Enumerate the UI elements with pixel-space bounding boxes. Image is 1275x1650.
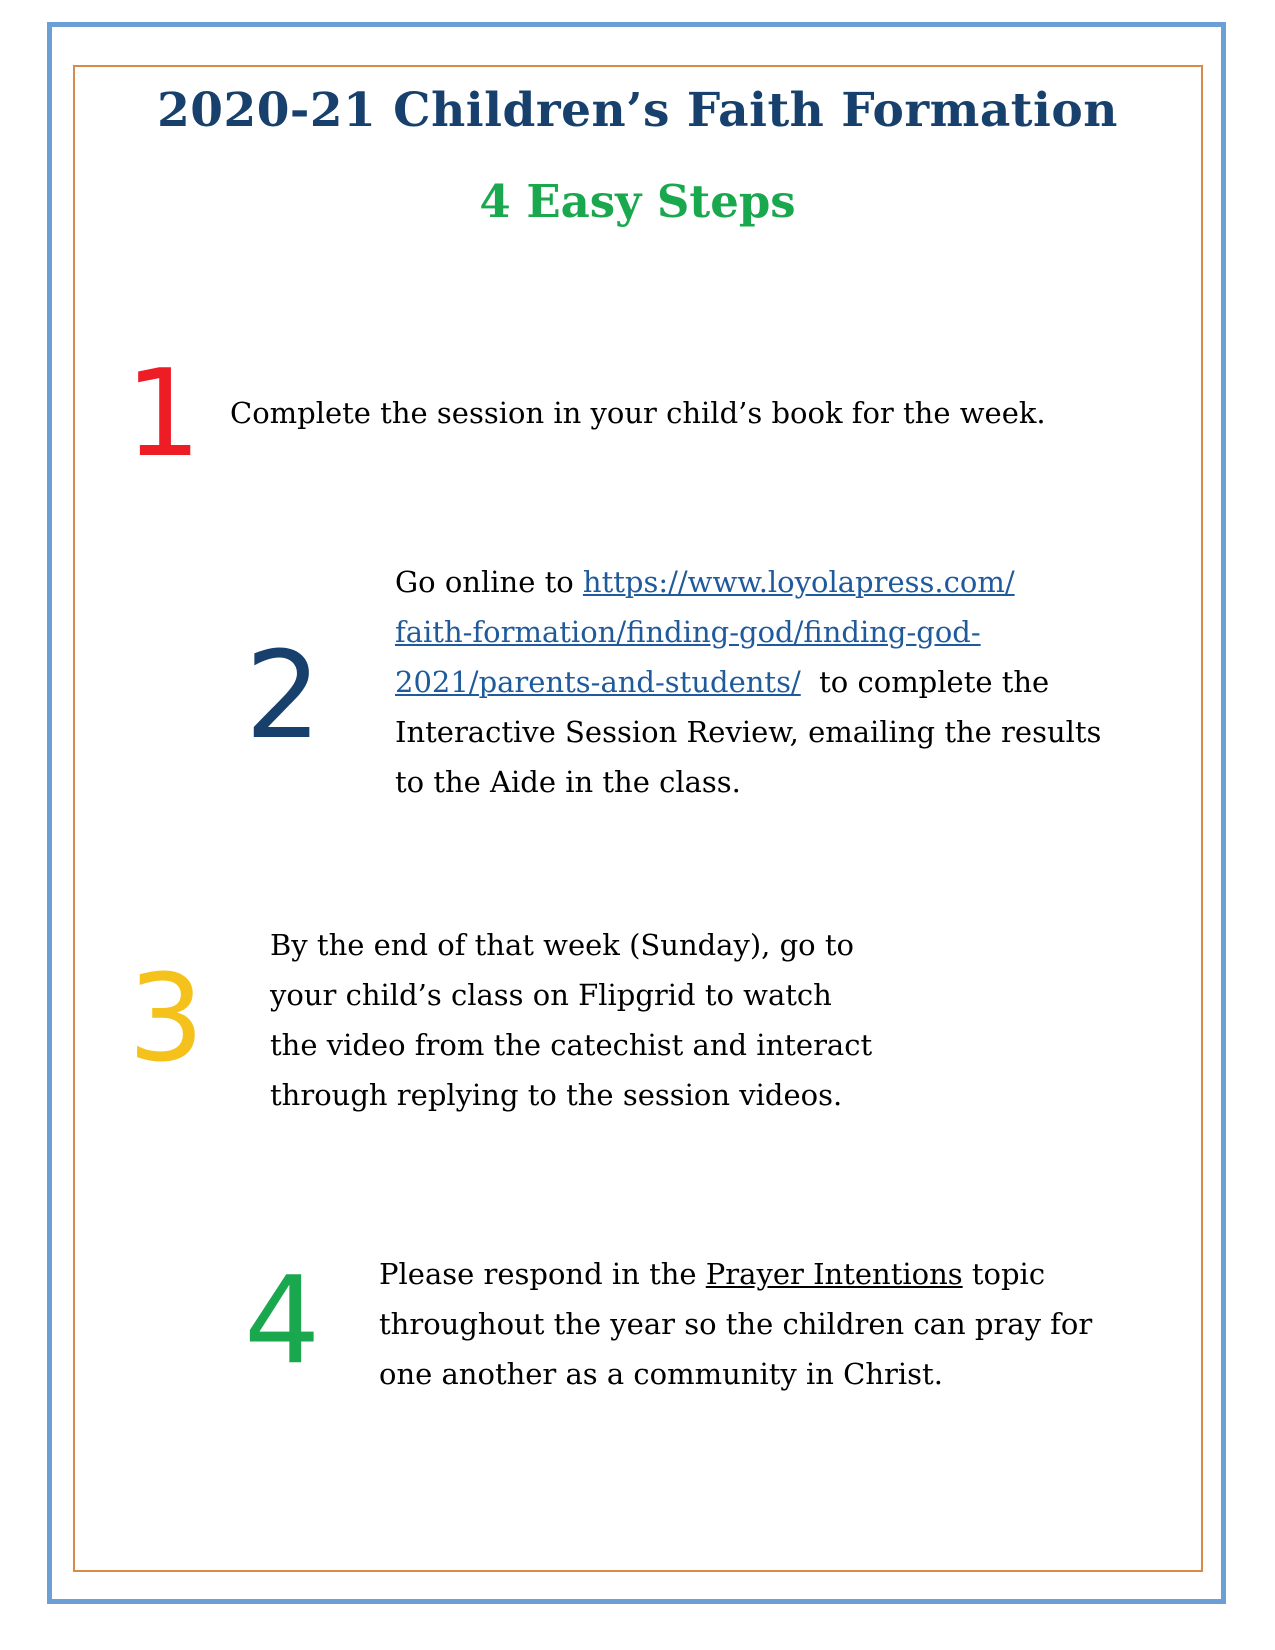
step-3-line-4: through replying to the session videos. <box>270 1078 843 1112</box>
step-3-number: 3 <box>128 950 205 1089</box>
step-4-line-2: throughout the year so the children can pray for <box>379 1307 1093 1341</box>
step-2-line-4: Interactive Session Review, emailing the results <box>395 715 1102 749</box>
step-4-text <box>379 1249 1092 1399</box>
loyola-link-part-2[interactable]: faith-formation/finding-god/finding-god- <box>395 615 981 649</box>
step-4-line-1 <box>379 1249 1092 1299</box>
step-2-line-2 <box>395 607 1195 657</box>
step-3-line-1: By the end of that week (Sunday), go to <box>270 928 854 962</box>
step-1-line: Complete the session in your child’s book for the week. <box>230 396 1046 430</box>
step-2-line-3 <box>395 657 1195 707</box>
step-2-line-1 <box>395 557 1195 607</box>
loyola-link-part-3[interactable]: 2021/parents-and-students/ <box>395 665 801 699</box>
step-2-number: 2 <box>245 627 322 766</box>
prayer-intentions-topic[interactable]: Prayer Intentions <box>705 1257 963 1291</box>
step-2-line-5: to the Aide in the class. <box>395 765 741 799</box>
step-4-suffix: topic <box>962 1257 1046 1291</box>
step-2-text <box>395 557 1195 807</box>
loyola-link-part-1[interactable]: https://www.loyolapress.com/ <box>582 565 1015 599</box>
page-subtitle: 4 Easy Steps <box>479 175 796 228</box>
step-2-after-link: to complete the <box>800 665 1050 699</box>
step-3-line-3: the video from the catechist and interact <box>270 1028 873 1062</box>
step-4-number: 4 <box>244 1252 321 1391</box>
page-title: 2020-21 Children’s Faith Formation <box>157 83 1118 138</box>
step-3-text <box>270 920 872 1120</box>
step-4-line-3: one another as a community in Christ. <box>379 1357 943 1391</box>
step-1-text <box>230 387 1046 439</box>
step-3-line-2: your child’s class on Flipgrid to watch <box>270 978 832 1012</box>
step-4-prefix: Please respond in the <box>379 1257 706 1291</box>
step-1-number: 1 <box>125 345 202 484</box>
step-2-prefix: Go online to <box>395 565 583 599</box>
